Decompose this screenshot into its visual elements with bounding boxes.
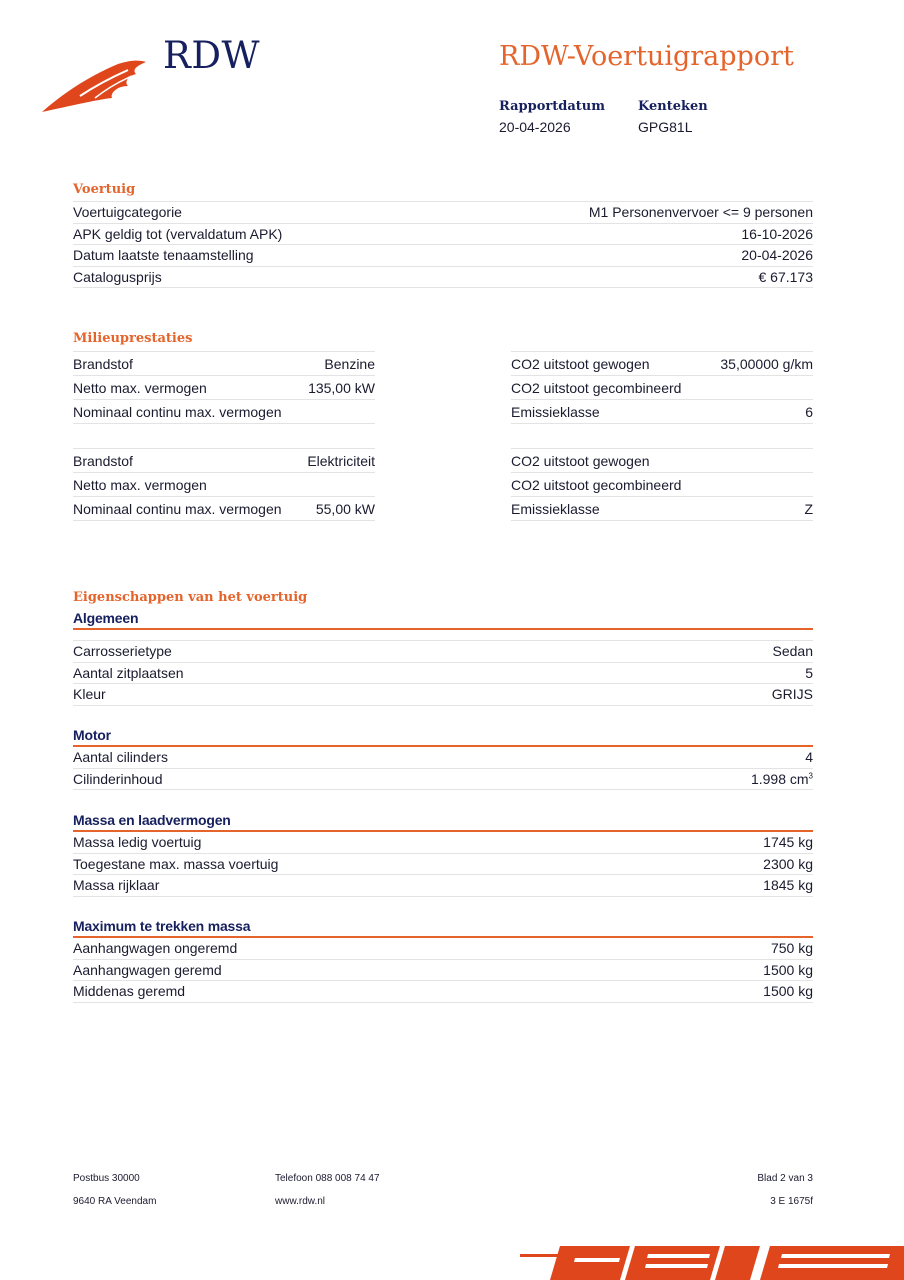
row-label: Toegestane max. massa voertuig bbox=[73, 855, 279, 872]
row-label: Aanhangwagen geremd bbox=[73, 961, 222, 978]
row-label: Aantal cilinders bbox=[73, 749, 168, 766]
footer-website[interactable]: www.rdw.nl bbox=[275, 1196, 326, 1207]
table-row bbox=[73, 747, 813, 769]
table-row bbox=[511, 400, 813, 424]
row-value: Elektriciteit bbox=[307, 452, 375, 469]
table-row bbox=[73, 640, 813, 663]
rdw-logo-icon bbox=[40, 56, 150, 116]
row-value: 4 bbox=[805, 749, 813, 766]
row-value: 20-04-2026 bbox=[741, 247, 813, 264]
row-value: 2300 kg bbox=[763, 855, 813, 872]
row-value: Z bbox=[804, 500, 813, 517]
row-value: Benzine bbox=[324, 355, 375, 372]
row-value: 6 bbox=[805, 403, 813, 420]
row-value: 750 kg bbox=[770, 940, 813, 957]
subhead-algemeen: Algemeen bbox=[73, 610, 813, 630]
row-label: CO2 uitstoot gecombineerd bbox=[511, 476, 682, 493]
row-label: Catalogusprijs bbox=[73, 268, 162, 285]
cc-unit-sup: 3 bbox=[808, 771, 813, 781]
subhead-motor: Motor bbox=[73, 727, 813, 747]
logo-text: RDW bbox=[163, 34, 261, 77]
table-row bbox=[511, 473, 813, 497]
table-row bbox=[73, 245, 813, 267]
row-value: 55,00 kW bbox=[315, 500, 375, 517]
row-value: 1845 kg bbox=[763, 877, 813, 894]
voertuig-table bbox=[73, 201, 813, 288]
milieu-block-1-left bbox=[73, 351, 375, 424]
table-row bbox=[73, 938, 813, 960]
row-label: Brandstof bbox=[73, 452, 133, 469]
table-row bbox=[73, 224, 813, 246]
table-row bbox=[511, 376, 813, 400]
subhead-trekken: Maximum te trekken massa bbox=[73, 918, 813, 938]
trekken-table bbox=[73, 938, 813, 1003]
row-label: APK geldig tot (vervaldatum APK) bbox=[73, 225, 283, 242]
row-label: Massa rijklaar bbox=[73, 877, 160, 894]
row-value: 16-10-2026 bbox=[741, 225, 813, 242]
row-value: 1745 kg bbox=[763, 834, 813, 851]
table-row bbox=[73, 960, 813, 982]
row-label: Cilinderinhoud bbox=[73, 770, 163, 787]
table-row bbox=[73, 981, 813, 1003]
table-row bbox=[73, 400, 375, 424]
massa-table bbox=[73, 832, 813, 897]
table-row bbox=[73, 448, 375, 473]
table-row bbox=[73, 497, 375, 521]
row-value: € 67.173 bbox=[758, 268, 813, 285]
table-row bbox=[73, 267, 813, 289]
cc-value: 1.998 cm bbox=[750, 770, 809, 787]
plate-label: Kenteken bbox=[638, 99, 708, 114]
table-row bbox=[73, 376, 375, 400]
row-value: Sedan bbox=[772, 643, 813, 660]
footer-page-number: Blad 2 van 3 bbox=[757, 1173, 813, 1184]
table-row bbox=[73, 351, 375, 376]
table-row bbox=[73, 769, 813, 791]
table-row bbox=[73, 875, 813, 897]
row-label: Aantal zitplaatsen bbox=[73, 664, 184, 681]
table-row bbox=[73, 473, 375, 497]
row-label: Datum laatste tenaamstelling bbox=[73, 247, 254, 264]
row-label: CO2 uitstoot gewogen bbox=[511, 355, 650, 372]
table-row bbox=[73, 201, 813, 224]
row-label: Aanhangwagen ongeremd bbox=[73, 940, 238, 957]
milieu-block-1-right bbox=[511, 351, 813, 424]
row-label: Netto max. vermogen bbox=[73, 476, 207, 493]
milieu-block-2-right bbox=[511, 448, 813, 521]
motor-table bbox=[73, 747, 813, 790]
table-row bbox=[511, 497, 813, 521]
subhead-massa: Massa en laadvermogen bbox=[73, 812, 813, 832]
row-value: 1500 kg bbox=[763, 961, 813, 978]
row-value: 1500 kg bbox=[763, 983, 813, 1000]
row-label: Nominaal continu max. vermogen bbox=[73, 403, 282, 420]
row-label: Middenas geremd bbox=[73, 983, 186, 1000]
row-value: M1 Personenvervoer <= 9 personen bbox=[588, 204, 813, 221]
document-title: RDW-Voertuigrapport bbox=[499, 41, 794, 72]
table-row bbox=[73, 832, 813, 854]
row-label: Emissieklasse bbox=[511, 500, 600, 517]
row-value bbox=[751, 771, 813, 787]
row-label: Carrosserietype bbox=[73, 643, 172, 660]
row-value: 35,00000 g/km bbox=[720, 355, 813, 372]
row-label: CO2 uitstoot gewogen bbox=[511, 452, 650, 469]
algemeen-table bbox=[73, 640, 813, 706]
decorative-stripes-icon bbox=[520, 1244, 904, 1280]
row-label: Emissieklasse bbox=[511, 403, 600, 420]
row-label: Brandstof bbox=[73, 355, 133, 372]
table-row bbox=[73, 854, 813, 876]
footer-address-1: Postbus 30000 bbox=[73, 1173, 140, 1184]
table-row bbox=[511, 448, 813, 473]
section-title-milieu: Milieuprestaties bbox=[73, 331, 193, 346]
row-value: GRIJS bbox=[771, 686, 813, 703]
report-date-label: Rapportdatum bbox=[499, 99, 605, 114]
footer-address-2: 9640 RA Veendam bbox=[73, 1196, 157, 1207]
table-row bbox=[73, 684, 813, 706]
row-label: Netto max. vermogen bbox=[73, 379, 207, 396]
row-label: Voertuigcategorie bbox=[73, 204, 182, 221]
section-title-voertuig: Voertuig bbox=[73, 182, 136, 197]
report-date: 20-04-2026 bbox=[499, 119, 571, 135]
table-row bbox=[73, 663, 813, 685]
row-label: Massa ledig voertuig bbox=[73, 834, 202, 851]
milieu-block-2-left bbox=[73, 448, 375, 521]
footer-phone: Telefoon 088 008 74 47 bbox=[275, 1173, 380, 1184]
row-value: 5 bbox=[805, 664, 813, 681]
footer-code: 3 E 1675f bbox=[770, 1196, 813, 1207]
row-label: Kleur bbox=[73, 686, 106, 703]
row-label: CO2 uitstoot gecombineerd bbox=[511, 379, 682, 396]
row-label: Nominaal continu max. vermogen bbox=[73, 500, 282, 517]
section-title-eigenschappen: Eigenschappen van het voertuig bbox=[73, 590, 308, 605]
row-value: 135,00 kW bbox=[308, 379, 375, 396]
plate-number: GPG81L bbox=[638, 119, 693, 135]
table-row bbox=[511, 351, 813, 376]
